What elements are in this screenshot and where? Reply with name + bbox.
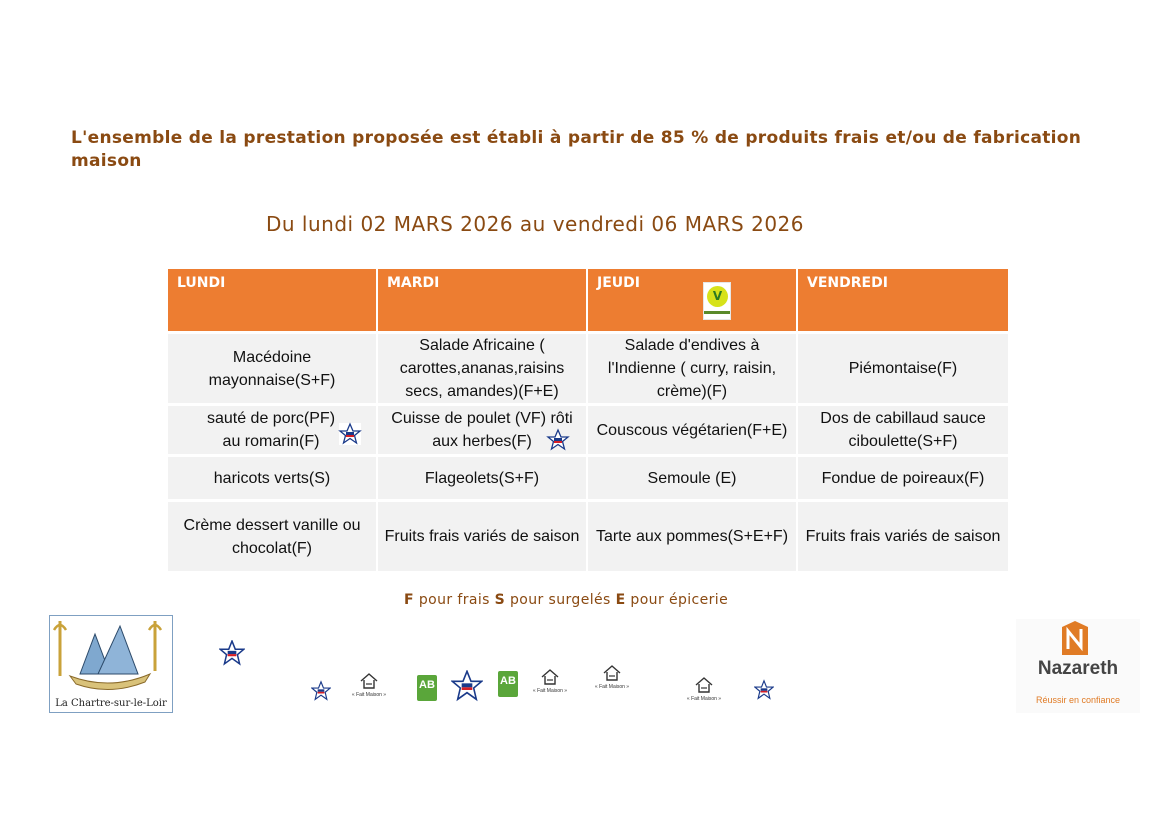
menu-cell: haricots verts(S) [168,454,378,499]
day-header-lundi: LUNDI [168,269,378,331]
viande-bovine-france-icon [451,670,483,702]
chartre-ship-icon [50,616,172,696]
chartre-name: La Chartre-sur-le-Loir [55,698,167,709]
origine-france-icon [546,428,570,452]
origine-france-icon [338,422,362,446]
menu-cell: sauté de porc(PF) au romarin(F) [168,403,378,454]
day-header-vendredi: VENDREDI [798,269,1008,331]
menu-cell: Cuisse de poulet (VF) rôti aux herbes(F) [378,403,588,454]
menu-cell: Macédoine mayonnaise(S+F) [168,331,378,403]
menu-period: Du lundi 02 MARS 2026 au vendredi 06 MARS 2026 [266,212,804,236]
table-row [168,331,1008,403]
menu-cell: Dos de cabillaud sauce ciboulette(S+F) [798,403,1008,454]
fait-maison-icon: « Fait Maison » [586,664,638,694]
origine-france-icon [219,640,245,666]
nazareth-name: Nazareth [1037,658,1119,679]
intro-text: L'ensemble de la prestation proposée est établi à partir de 85 % de produits frais et/ou de fabrication maison [71,128,1082,171]
menu-table [168,269,1008,571]
day-header-mardi: MARDI [378,269,588,331]
fait-maison-icon: « Fait Maison » [343,672,395,702]
menu-cell: Salade d'endives à l'Indienne ( curry, raisin, crème)(F) [588,331,798,403]
menu-cell: Fondue de poireaux(F) [798,454,1008,499]
day-header-jeudi: JEUDI V [588,269,798,331]
table-row [168,499,1008,571]
table-row [168,454,1008,499]
menu-cell: Fruits frais variés de saison [378,499,588,571]
menu-cell: Crème dessert vanille ou chocolat(F) [168,499,378,571]
agriculture-bio-icon: AB [498,671,518,697]
nazareth-mark-icon [1060,621,1090,655]
fait-maison-icon: « Fait Maison » [524,668,576,698]
menu-cell: Tarte aux pommes(S+E+F) [588,499,798,571]
nazareth-slogan: Réussir en confiance [1035,695,1121,705]
vegetarian-icon: V [703,282,731,320]
chartre-logo [49,615,173,713]
fait-maison-icon: « Fait Maison » [678,676,730,706]
menu-cell: Piémontaise(F) [798,331,1008,403]
origine-france-icon [311,680,331,702]
nazareth-logo [1016,619,1140,713]
menu-cell: Salade Africaine ( carottes,ananas,raisins secs, amandes)(F+E) [378,331,588,403]
agriculture-bio-icon: AB [417,675,437,701]
table-row [168,403,1008,454]
legend: F pour frais S pour surgelés E pour épicerie [404,592,729,608]
menu-cell: Semoule (E) [588,454,798,499]
menu-cell: Couscous végétarien(F+E) [588,403,798,454]
menu-cell: Flageolets(S+F) [378,454,588,499]
menu-cell: Fruits frais variés de saison [798,499,1008,571]
header-row [168,269,1008,331]
origine-france-icon [754,678,774,702]
